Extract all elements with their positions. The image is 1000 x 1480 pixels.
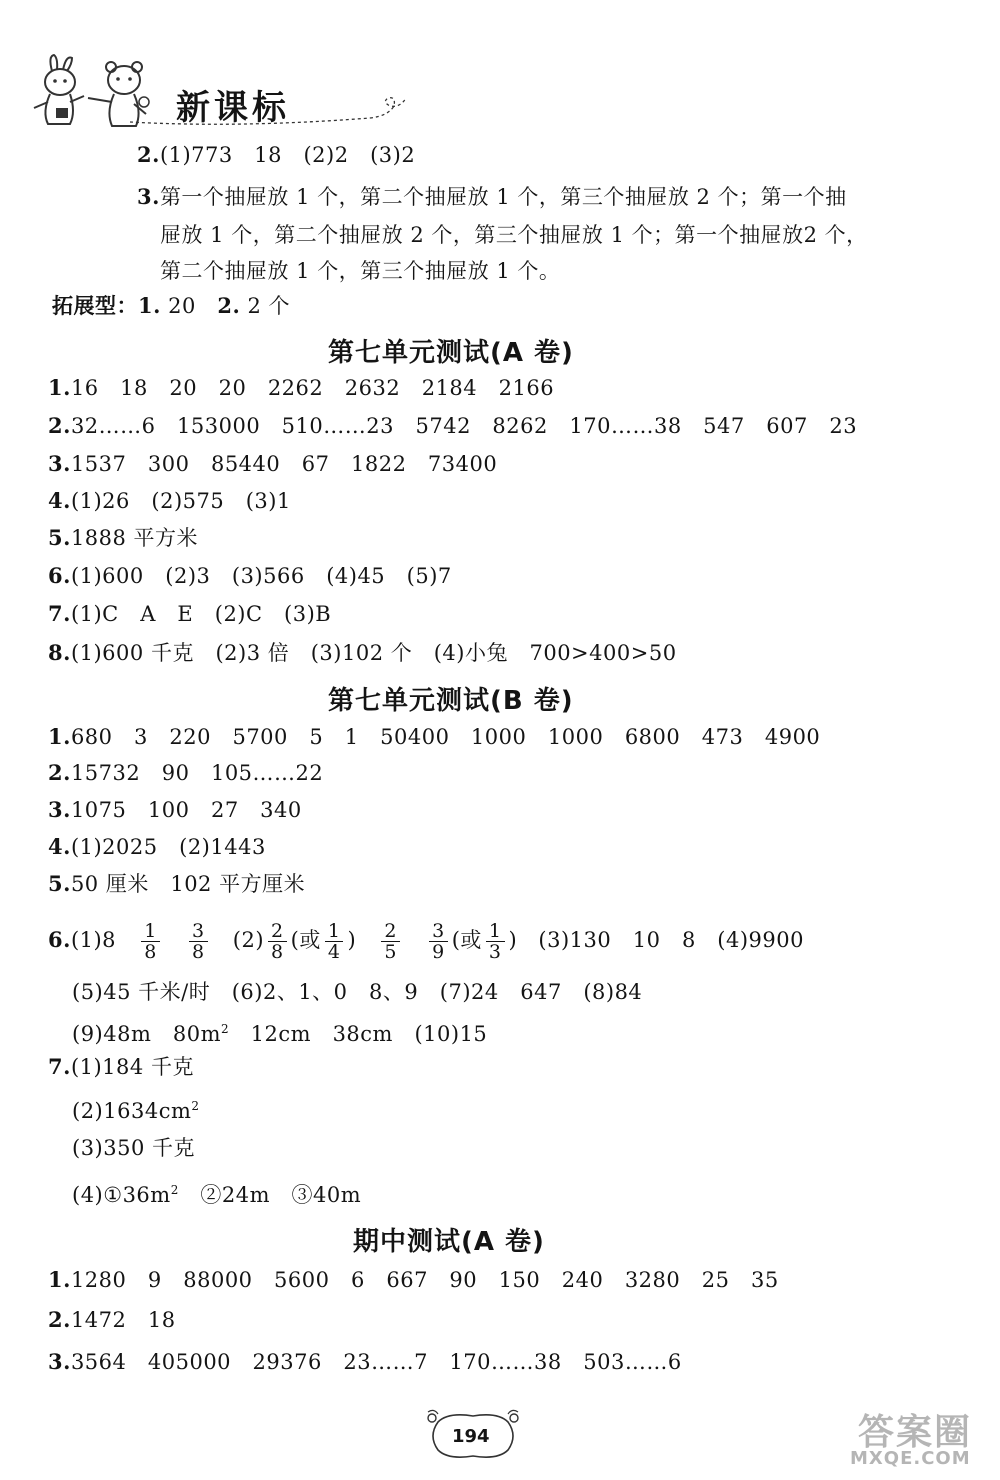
unit7b-q6-line2: (5)45 千米/时 (6)2、1、0 8、9 (7)24 647 (8)84 [72, 980, 643, 1004]
prev-q2 [137, 141, 415, 169]
header-decorative-line [120, 84, 420, 132]
answer-text: 50 厘米 102 平方厘米 [70, 872, 306, 896]
answer-text: 32……6 153000 510……23 5742 8262 170……38 547 607 23 [70, 414, 858, 438]
unit7a-title: 第七单元测试(A 卷) [328, 338, 574, 368]
question-number: 5. [48, 525, 71, 550]
answer-text: 3564 405000 29376 23……7 170……38 503……6 [70, 1350, 682, 1374]
unit7b-q7-line2: $(2)1634cm^2$ [72, 1099, 200, 1123]
question-number: 2. [217, 293, 241, 318]
unit7a-line [48, 412, 857, 440]
answer-text: (或 [451, 928, 482, 952]
fraction: $\frac{2}{5}$ [381, 921, 400, 962]
question-number: 8. [48, 640, 71, 665]
question-number: 7. [48, 1054, 71, 1079]
question-number: 5. [48, 871, 71, 896]
question-number: 3. [48, 451, 71, 476]
extension-label: 拓展型： [52, 293, 138, 318]
watermark-main: 答案圈 [858, 1412, 973, 1453]
unit7a-line [48, 639, 677, 667]
unit7a-line [48, 600, 331, 628]
answer-text: (2) [232, 928, 265, 952]
question-number: 2. [137, 142, 160, 167]
answer-text: (1)C A E (2)C (3)B [70, 602, 332, 626]
unit7b-q6-line1 [48, 916, 804, 964]
unit7b-line [48, 723, 820, 751]
answer-text: 15732 90 105……22 [70, 761, 324, 785]
answer-text: 16 18 20 20 2262 2632 2184 2166 [70, 376, 555, 400]
prev-q3-line3: 第二个抽屉放 1 个，第三个抽屉放 1 个。 [160, 259, 561, 283]
question-number: 3. [48, 797, 71, 822]
unit7a-line [48, 487, 291, 515]
question-number: 6. [48, 563, 71, 588]
watermark-url: MXQE.COM [850, 1448, 971, 1469]
brand-title: 新课标 [176, 88, 290, 128]
unit7b-q6-line3: (9)48m $80m^2$ 12cm 38cm (10)15 [72, 1022, 488, 1046]
answer-text: (1)773 18 (2)2 (3)2 [159, 143, 416, 167]
answer-text: 20 [160, 294, 218, 318]
unit7a-line [48, 374, 554, 402]
unit7a-line [48, 524, 198, 552]
extension-line [52, 292, 290, 320]
fraction: $\frac{3}{9}$ [429, 921, 448, 962]
unit7b-line [48, 759, 323, 787]
unit7b-q7-line3: (3)350 千克 [72, 1136, 196, 1160]
unit7b-line [48, 870, 305, 898]
answer-text: 1075 100 27 340 [70, 798, 302, 822]
midterm-line [48, 1306, 176, 1334]
fraction: $\frac{1}{4}$ [325, 921, 344, 962]
unit7b-title: 第七单元测试(B 卷) [328, 686, 574, 716]
answer-text: 2 个 [240, 294, 290, 318]
question-number: 6. [48, 927, 71, 952]
question-number: 3. [48, 1349, 71, 1374]
answer-text: 1472 18 [70, 1308, 176, 1332]
unit7b-line [48, 833, 266, 861]
answer-text: 1888 平方米 [70, 526, 199, 550]
answer-text: (1)600 千克 (2)3 倍 (3)102 个 (4)小兔 700>400>50 [70, 641, 677, 665]
midterm-line [48, 1348, 682, 1376]
page-number: 194 [452, 1426, 490, 1447]
question-number: 1. [48, 724, 71, 749]
question-number: 1. [138, 293, 161, 318]
unit7a-line [48, 450, 497, 478]
prev-q3-line2: 屉放 1 个，第二个抽屉放 2 个，第三个抽屉放 1 个；第一个抽屉放2 个， [160, 223, 868, 247]
question-number: 7. [48, 601, 71, 626]
question-number: 3. [137, 184, 160, 209]
answer-text: ) [347, 928, 357, 952]
unit7b-line [48, 796, 302, 824]
answer-text: 第一个抽屉放 1 个，第二个抽屉放 1 个，第三个抽屉放 2 个；第一个抽 [159, 185, 847, 209]
question-number: 1. [48, 1267, 71, 1292]
answer-text: (1)8 [70, 928, 117, 952]
answer-text: 680 3 220 5700 5 1 50400 1000 1000 6800 473 4900 [70, 725, 821, 749]
question-number: 2. [48, 1307, 71, 1332]
fraction: $\frac{1}{3}$ [486, 921, 505, 962]
answer-text: (或 [290, 928, 321, 952]
answer-text: (3)130 10 8 (4)9900 [538, 928, 804, 952]
question-number: 4. [48, 834, 71, 859]
unit7b-q7-line1 [48, 1053, 194, 1081]
fraction: $\frac{1}{8}$ [141, 921, 160, 962]
prev-q3-line1 [137, 183, 847, 211]
fraction: $\frac{3}{8}$ [189, 921, 208, 962]
answer-text: (1)2025 (2)1443 [70, 835, 266, 859]
answer-text: (1)184 千克 [70, 1055, 194, 1079]
question-number: 1. [48, 375, 71, 400]
question-number: 2. [48, 413, 71, 438]
answer-text: 1280 9 88000 5600 6 667 90 150 240 3280 25 35 [70, 1268, 779, 1292]
answer-text: ) [508, 928, 518, 952]
answer-text: (1)600 (2)3 (3)566 (4)45 (5)7 [70, 564, 452, 588]
midterm-title: 期中测试(A 卷) [353, 1227, 545, 1257]
unit7b-q7-line4: $(4)①36m^2$ ②24m ③40m [72, 1183, 362, 1207]
question-number: 2. [48, 760, 71, 785]
question-number: 4. [48, 488, 71, 513]
answer-text: 1537 300 85440 67 1822 73400 [70, 452, 498, 476]
unit7a-line [48, 562, 452, 590]
answer-text: (1)26 (2)575 (3)1 [70, 489, 291, 513]
midterm-line [48, 1266, 779, 1294]
fraction: $\frac{2}{8}$ [268, 921, 287, 962]
